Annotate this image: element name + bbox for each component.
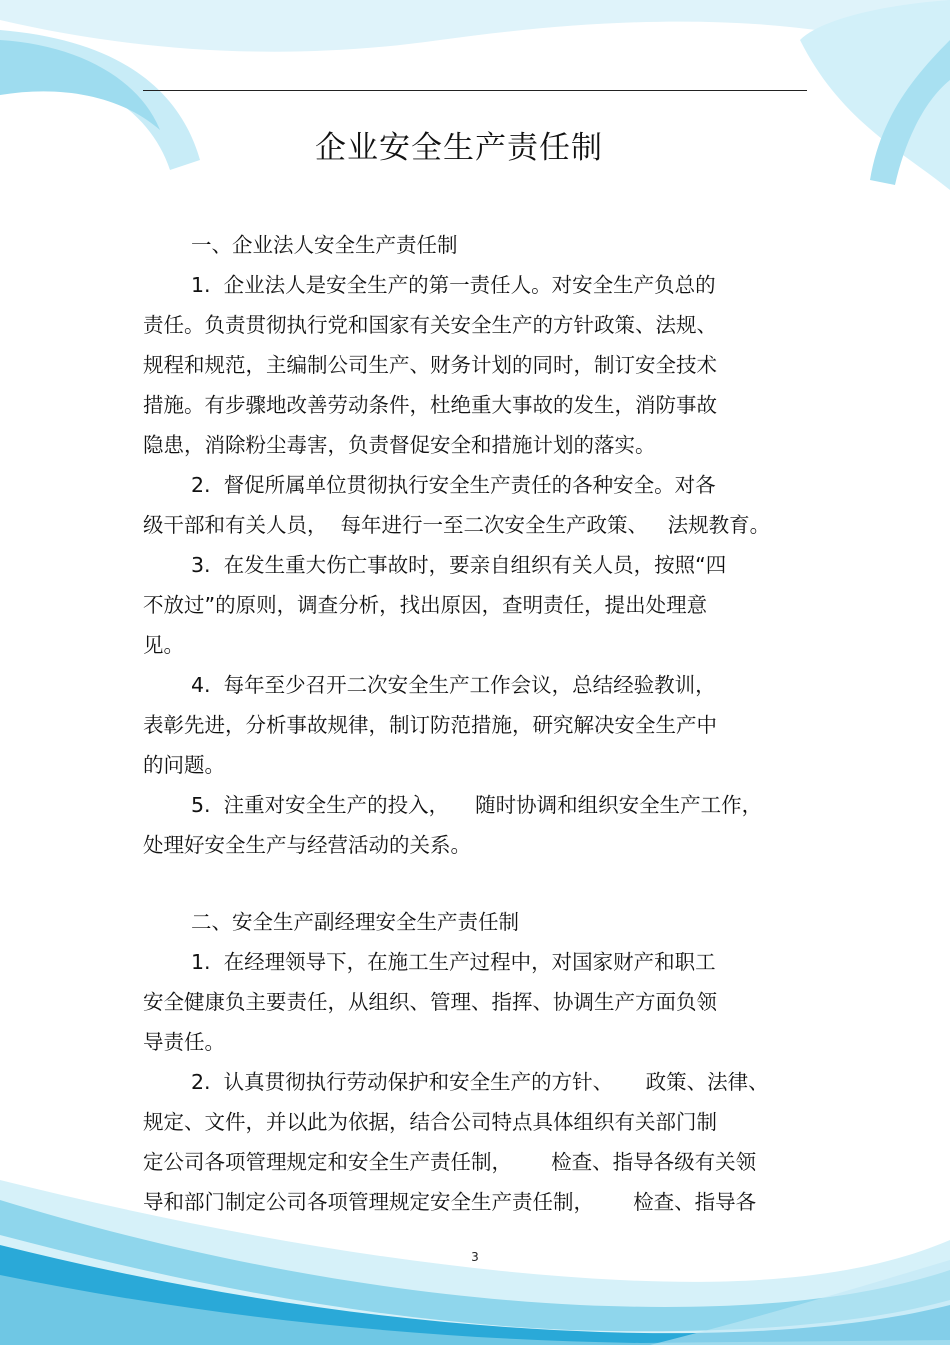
document-title: 企业安全生产责任制 [315, 130, 603, 166]
paragraph-line: 导责任。 [143, 1030, 225, 1054]
paragraph-line: 导和部门制定公司各项管理规定安全生产责任制， 检查、指导各 [143, 1190, 757, 1214]
paragraph-line: 3. 在发生重大伤亡事故时，要亲自组织有关人员，按照“四 [191, 553, 727, 577]
paragraph-line: 不放过”的原则，调查分析，找出原因，查明责任，提出处理意 [143, 593, 708, 617]
paragraph-line: 规定、文件，并以此为依据，结合公司特点具体组织有关部门制 [143, 1110, 717, 1134]
paragraph-line: 2. 认真贯彻执行劳动保护和安全生产的方针、 政策、法律、 [191, 1070, 769, 1094]
paragraph-line: 规程和规范，主编制公司生产、财务计划的同时，制订安全技术 [143, 353, 717, 377]
section-heading: 一、企业法人安全生产责任制 [191, 233, 458, 257]
paragraph-line: 级干部和有关人员， 每年进行一至二次安全生产政策、 法规教育。 [143, 513, 771, 537]
paragraph-line: 5. 注重对安全生产的投入， 随时协调和组织安全生产工作， [191, 793, 763, 817]
section-spacer [143, 865, 813, 902]
paragraph-line: 2. 督促所属单位贯彻执行安全生产责任的各种安全。对各 [191, 473, 716, 497]
paragraph-line: 隐患，消除粉尘毒害，负责督促安全和措施计划的落实。 [143, 433, 656, 457]
paragraph-line: 安全健康负主要责任，从组织、管理、指挥、协调生产方面负领 [143, 990, 717, 1014]
paragraph-line: 责任。负责贯彻执行党和国家有关安全生产的方针政策、法规、 [143, 313, 717, 337]
header-rule [143, 90, 807, 91]
paragraph-line: 处理好安全生产与经营活动的关系。 [143, 833, 471, 857]
paragraph-line: 见。 [143, 633, 184, 657]
paragraph-line: 表彰先进，分析事故规律，制订防范措施，研究解决安全生产中 [143, 713, 717, 737]
section-heading: 二、安全生产副经理安全生产责任制 [191, 910, 519, 934]
page-number: 3 [471, 1250, 479, 1264]
paragraph-line: 1. 企业法人是安全生产的第一责任人。对安全生产负总的 [191, 273, 716, 297]
paragraph-line: 4. 每年至少召开二次安全生产工作会议，总结经验教训， [191, 673, 716, 697]
paragraph-line: 措施。有步骤地改善劳动条件，杜绝重大事故的发生，消防事故 [143, 393, 717, 417]
paragraph-line: 的问题。 [143, 753, 225, 777]
document-body [143, 225, 813, 1222]
paragraph-line: 定公司各项管理规定和安全生产责任制， 检查、指导各级有关领 [143, 1150, 757, 1174]
paragraph-line: 1. 在经理领导下，在施工生产过程中，对国家财产和职工 [191, 950, 716, 974]
